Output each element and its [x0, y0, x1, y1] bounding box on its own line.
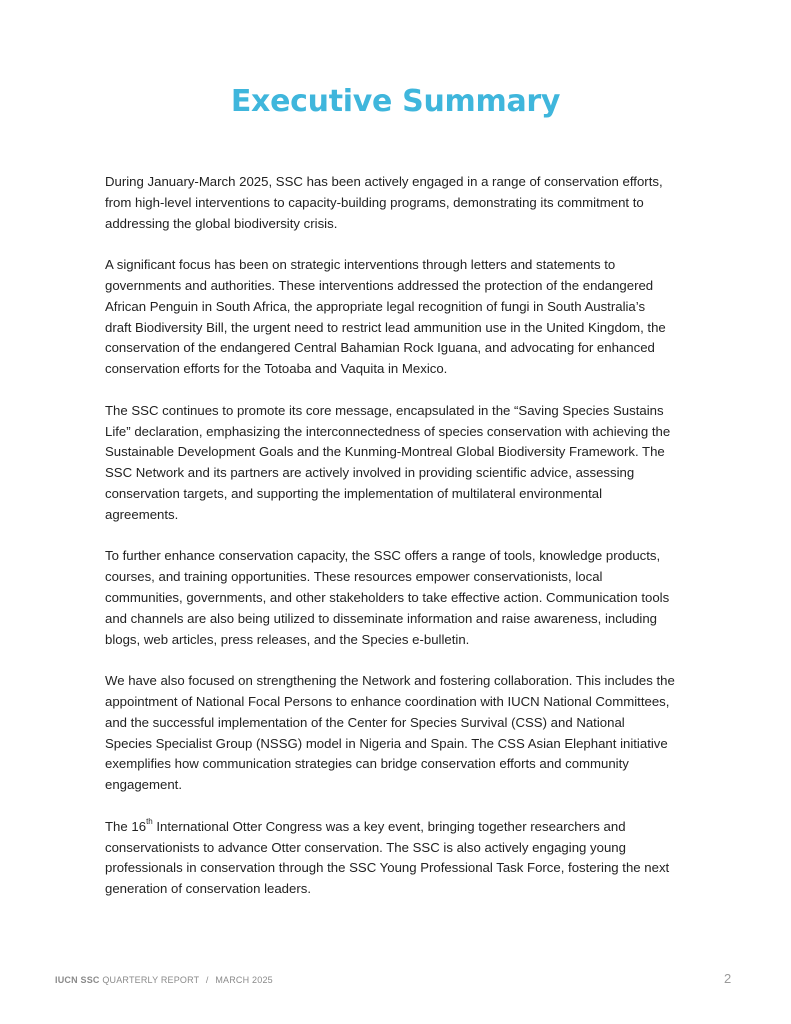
page-number: 2: [724, 971, 732, 986]
footer-separator: /: [205, 975, 209, 985]
footer-date: MARCH 2025: [215, 975, 273, 985]
footer-brand: IUCN SSC: [55, 975, 100, 985]
paragraph-network: We have also focused on strengthening the Network and fostering collaboration. This includes the appointment of National Focal Persons to enhance coordination with IUCN National Committees, and the successful implementation of the Center for Species Survival (CSS) and National Species Specialist Group (NSSG) model in Nigeria and Spain. The CSS Asian Elephant initiative exemplifies how communication strategies can bridge conservation efforts and community engagement.: [105, 673, 675, 793]
footer-report-label: [55, 975, 273, 985]
summary-body: [105, 172, 675, 921]
paragraph-overview: During January-March 2025, SSC has been actively engaged in a range of conservation efforts, from high-level interventions to capacity-building programs, demonstrating its commitment to addressing the global biodiversity crisis.: [105, 174, 663, 231]
footer-report-name: QUARTERLY REPORT: [102, 975, 200, 985]
otter-text-rest: International Otter Congress was a key event, bringing together researchers and conservationists to advance Otter conservation. The SSC is also actively engaging young professionals in conservation through the SSC Young Professional Task Force, fostering the next generation of conservation leaders.: [105, 818, 670, 897]
paragraph-otter-congress: [105, 817, 675, 900]
paragraph-capacity: To further enhance conservation capacity, the SSC offers a range of tools, knowledge products, courses, and training opportunities. These resources empower conservationists, local communities, governments, and other stakeholders to take effective action. Communication tools and channels are also being utilized to disseminate information and raise awareness, including blogs, web articles, press releases, and the Species e-bulletin.: [105, 548, 670, 647]
paragraph-core-message: The SSC continues to promote its core message, encapsulated in the “Saving Species Sustains Life” declaration, emphasizing the interconnectedness of species conservation with achieving the Sustainable Development Goals and the Kunming-Montreal Global Biodiversity Framework. The SSC Network and its partners are actively involved in providing scientific advice, assessing conservation targets, and supporting the implementation of multilateral environmental agreements.: [105, 402, 671, 522]
ordinal-suffix: th: [146, 817, 153, 827]
otter-text-start: The 16: [105, 818, 147, 834]
page-title: Executive Summary: [230, 84, 561, 119]
paragraph-interventions: A significant focus has been on strategic interventions through letters and statements to governments and authorities. These interventions addressed the protection of the endangered African Penguin in South Africa, the appropriate legal recognition of fungi in South Australia’s draft Biodiversity Bill, the urgent need to restrict lead ammunition use in the United Kingdom, the conservation of the endangered Central Bahamian Rock Iguana, and advocating for enhanced conservation efforts for the Totoaba and Vaquita in Mexico.: [105, 257, 666, 377]
